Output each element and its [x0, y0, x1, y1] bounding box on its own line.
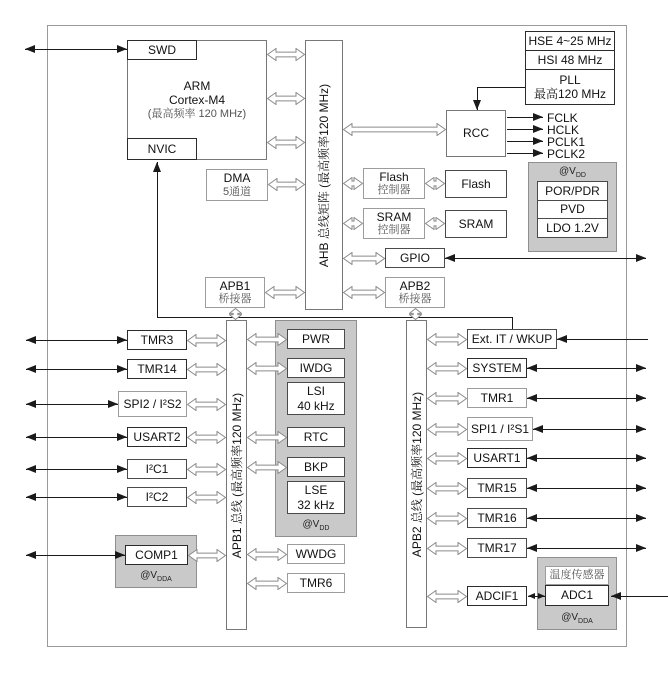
bus-arrow-bkp	[247, 461, 287, 474]
block-gpio	[385, 248, 445, 268]
block-flash-controller	[363, 168, 425, 199]
bus-arrow-sramctrl-sram	[425, 217, 445, 230]
block-sram	[445, 210, 507, 238]
nvic-label: NVIC	[147, 141, 177, 156]
arrow-usart1-pins	[527, 458, 646, 459]
arrow-tmr17-pins	[527, 548, 646, 549]
spi1-label: SPI1 / I²S1	[470, 421, 530, 436]
arrow-usart2-pins	[26, 437, 127, 438]
bkp-label: BKP	[303, 459, 328, 474]
gpio-label: GPIO	[399, 250, 430, 265]
block-hsi	[525, 50, 615, 70]
block-tmr17	[467, 538, 527, 558]
sram-ctrl-label: SRAM	[376, 209, 412, 224]
block-rcc	[446, 110, 506, 157]
bus-arrow-ahb-apb2bridge	[343, 286, 385, 299]
i2c1-label: I²C1	[145, 461, 169, 476]
flash-ctrl-label: Flash	[379, 169, 409, 184]
bus-arrow-rtc	[247, 431, 287, 444]
bus-arrow-system	[427, 362, 467, 375]
swd-label: SWD	[148, 42, 176, 57]
bus-arrow-arm-ahb-3	[267, 136, 305, 149]
block-pwr	[287, 329, 345, 349]
arrow-adc1-input	[611, 596, 668, 597]
flash-ctrl-cn-label: 控制器	[377, 184, 411, 197]
block-ldo	[537, 218, 608, 238]
block-adc1	[545, 585, 609, 606]
bus-arrow-tmr6	[247, 577, 287, 590]
bus-arrow-usart1	[427, 452, 467, 465]
block-lse	[287, 481, 345, 514]
por-pdr-label: POR/PDR	[545, 183, 600, 198]
i2c2-label: I²C2	[145, 489, 169, 504]
arrow-adcif1-adc1	[528, 596, 545, 597]
arrow-tmr3-pins	[26, 340, 127, 341]
ahb-bus-matrix	[305, 40, 343, 310]
adcif1-label: ADCIF1	[475, 588, 519, 603]
arrow-system-pins	[527, 368, 646, 369]
arrow-tmr15-pins	[527, 488, 646, 489]
block-tmr16	[467, 508, 527, 528]
tmr15-label: TMR15	[477, 480, 517, 495]
block-sram-controller	[363, 208, 425, 239]
block-i2c1	[127, 459, 187, 479]
tmr3-label: TMR3	[140, 332, 174, 347]
lsi-freq-label: 40 kHz	[297, 398, 335, 413]
hclk-label: HCLK	[547, 123, 580, 137]
arrow-fclk	[507, 117, 543, 118]
pclk2-label: PCLK2	[547, 147, 586, 161]
apb2-bus-label: APB2 总线 (最高频率120 MHz)	[410, 391, 424, 557]
dma-channels-label: 5通道	[222, 185, 252, 198]
arrow-tmr1-pins	[527, 398, 646, 399]
bus-arrow-tmr17	[427, 542, 467, 555]
apb1-bus-label: APB1 总线 (最高频率120 MHz)	[230, 392, 244, 558]
arrow-pclk1	[507, 141, 543, 142]
block-wwdg	[287, 544, 345, 564]
hse-label: HSE 4~25 MHz	[528, 33, 612, 48]
apb1-bus	[226, 320, 247, 630]
fclk-label: FCLK	[547, 111, 578, 125]
block-tmr15	[467, 478, 527, 498]
block-system	[467, 358, 527, 378]
bus-arrow-pwr	[247, 333, 287, 346]
block-tmr6	[287, 573, 345, 593]
block-lsi	[287, 382, 345, 415]
sram-label: SRAM	[458, 216, 494, 231]
bus-arrow-iwdg	[247, 362, 287, 375]
dma-label: DMA	[223, 171, 251, 186]
tmr14-label: TMR14	[137, 361, 177, 376]
pvd-label: PVD	[560, 202, 585, 217]
block-pll	[525, 69, 615, 105]
arrow-i2c1-pins	[26, 469, 127, 470]
bus-arrow-arm-ahb-1	[267, 48, 305, 61]
flash-label: Flash	[461, 176, 491, 191]
line-exti-route-h	[157, 317, 513, 318]
block-dma	[206, 169, 268, 201]
comp1-vdda-label: $@V_{DDA}$	[140, 570, 172, 583]
block-usart2	[127, 427, 187, 447]
block-por-pdr	[537, 181, 608, 201]
bus-arrow-tmr14	[187, 363, 226, 376]
block-tmr1	[467, 388, 527, 408]
arrow-hclk	[507, 129, 543, 130]
bus-arrow-wwdg	[247, 548, 287, 561]
block-swd	[127, 40, 197, 60]
bus-arrow-ahb-rcc	[343, 123, 446, 136]
pll-label: PLL	[559, 72, 581, 87]
block-apb1-bridge	[205, 277, 265, 308]
bus-arrow-tmr1	[427, 392, 467, 405]
adc1-label: ADC1	[560, 588, 593, 603]
arrow-spi1-pins	[533, 429, 646, 430]
bus-arrow-spi2	[187, 398, 226, 411]
block-tmr14	[127, 359, 187, 379]
rcc-label: RCC	[463, 126, 489, 141]
block-temp-sensor	[545, 566, 609, 585]
bus-arrow-usart2	[187, 431, 226, 444]
tmr1-label: TMR1	[480, 390, 514, 405]
arrow-ext-it-input	[557, 339, 648, 340]
arrow-pclk2	[507, 153, 543, 154]
bus-arrow-ahb-gpio	[343, 252, 385, 265]
mid-vdd-label: $@V_{DD}$	[302, 519, 330, 532]
pwr-label: PWR	[302, 331, 330, 346]
arrow-tmr16-pins	[527, 518, 646, 519]
lse-label: LSE	[304, 483, 328, 498]
apb1-bridge-cn-label: 桥接器	[218, 293, 252, 306]
tmr16-label: TMR16	[477, 510, 517, 525]
bus-arrow-dma-ahb	[268, 178, 305, 191]
bus-arrow-apb1bridge-down	[229, 308, 242, 320]
bus-arrow-apb2bridge-down	[409, 308, 422, 320]
block-tmr3	[127, 330, 187, 350]
bus-arrow-apb1bridge-ahb	[265, 286, 305, 299]
spi2-label: SPI2 / I²S2	[123, 396, 182, 411]
sram-ctrl-cn-label: 控制器	[377, 224, 411, 237]
bus-arrow-tmr16	[427, 512, 467, 525]
block-rtc	[287, 427, 345, 447]
bus-arrow-ahb-flashctrl	[343, 177, 363, 190]
arrow-gpio-pins	[445, 258, 646, 259]
arrow-comp1-pins	[26, 555, 125, 556]
arrow-spi2-pins	[26, 404, 118, 405]
tmr6-label: TMR6	[299, 575, 333, 590]
bus-arrow-i2c2	[187, 491, 226, 504]
line-exti-route-v	[512, 317, 513, 329]
system-label: SYSTEM	[472, 360, 522, 375]
block-spi2-i2s2	[118, 391, 187, 417]
block-nvic	[127, 138, 197, 160]
rtc-label: RTC	[303, 429, 329, 444]
vdd-island-label: $@V_{DD}$	[559, 166, 586, 179]
block-usart1	[467, 448, 527, 468]
block-apb2-bridge	[385, 277, 445, 308]
block-pvd	[537, 200, 608, 219]
bus-arrow-adcif1	[427, 590, 467, 603]
block-flash	[445, 170, 507, 198]
arrow-swd-pins	[25, 49, 127, 50]
bus-arrow-comp1	[188, 549, 226, 562]
arrow-exti-to-nvic	[157, 162, 158, 318]
arrow-i2c2-pins	[26, 497, 127, 498]
block-spi1-i2s1	[467, 417, 533, 441]
usart2-label: USART2	[133, 429, 181, 444]
pclk1-label: PCLK1	[547, 135, 586, 149]
bus-arrow-ext-it	[427, 333, 467, 346]
bus-arrow-spi1	[427, 423, 467, 436]
usart1-label: USART1	[473, 450, 521, 465]
bus-arrow-ahb-sramctrl	[343, 217, 363, 230]
apb2-bus	[406, 320, 427, 628]
block-adcif1	[467, 586, 527, 606]
block-iwdg	[287, 358, 345, 378]
ext-it-label: Ext. IT / WKUP	[471, 331, 553, 346]
arm-label-3: (最高频率 120 MHz)	[147, 107, 247, 120]
block-hse	[525, 31, 615, 51]
pll-freq-label: 最高120 MHz	[533, 87, 607, 101]
wwdg-label: WWDG	[295, 546, 337, 561]
line-pll-rcc-h	[477, 87, 525, 88]
ahb-bus-label: AHB 总线矩阵 (最高频率120 MHz)	[317, 83, 332, 267]
block-comp1	[125, 545, 188, 565]
iwdg-label: IWDG	[299, 360, 333, 375]
arrow-tmr14-pins	[26, 369, 127, 370]
lsi-label: LSI	[306, 384, 325, 399]
arm-label-1: ARM	[183, 79, 211, 94]
hsi-label: HSI 48 MHz	[537, 52, 603, 67]
bus-arrow-tmr15	[427, 482, 467, 495]
block-bkp	[287, 457, 345, 477]
comp1-label: COMP1	[135, 547, 178, 562]
bus-arrow-tmr3	[187, 334, 226, 347]
tmr17-label: TMR17	[477, 540, 517, 555]
bus-arrow-arm-ahb-2	[267, 92, 305, 105]
bus-arrow-i2c1	[187, 463, 226, 476]
apb1-bridge-label: APB1	[219, 278, 251, 293]
lse-freq-label: 32 kHz	[297, 497, 335, 512]
temp-sensor-label: 温度传感器	[549, 568, 605, 581]
block-ext-it-wkup	[467, 329, 557, 349]
arrow-pll-rcc	[477, 87, 478, 110]
ldo-label: LDO 1.2V	[546, 220, 599, 235]
apb2-bridge-label: APB2	[399, 278, 431, 293]
bus-arrow-flashctrl-flash	[425, 177, 445, 190]
arm-label-2: Cortex-M4	[168, 93, 225, 108]
block-i2c2	[127, 487, 187, 507]
apb2-bridge-cn-label: 桥接器	[398, 293, 432, 306]
adc-vdda-label: $@V_{DDA}$	[561, 612, 593, 625]
